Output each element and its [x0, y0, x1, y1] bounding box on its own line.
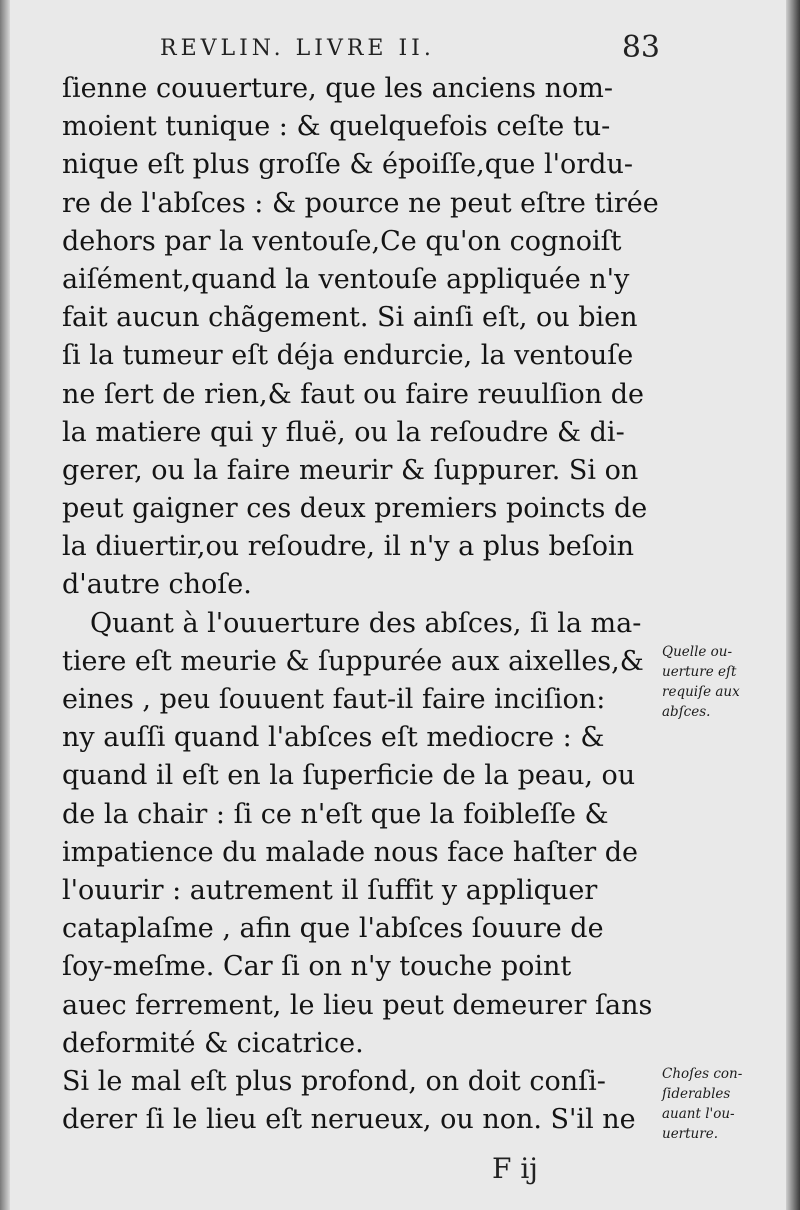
- margin-note-opening: [662, 642, 740, 722]
- margin-note-line: uerture eſt: [662, 664, 737, 680]
- text-line: tiere eſt meurie & ſuppurée aux aixelles,&: [62, 645, 644, 677]
- text-line: auec ferrement, le lieu peut demeurer ſans: [62, 989, 653, 1021]
- text-line: derer ſi le lieu eſt nerueux, ou non. S'il ne: [62, 1104, 636, 1136]
- text-line: peut gaigner ces deux premiers poincts de: [62, 493, 648, 525]
- text-line: fait aucun chãgement. Si ainſi eſt, ou bien: [62, 302, 638, 334]
- text-line: ny auſſi quand l'abſces eſt mediocre : &: [62, 722, 605, 754]
- signature-mark: F ij: [492, 1152, 538, 1185]
- body-text: [62, 70, 658, 1139]
- text-line: ſienne couuerture, que les anciens nom-: [62, 73, 613, 104]
- margin-note-line: auant l'ou-: [662, 1106, 735, 1122]
- text-line: Si le mal eſt plus profond, on doit conſi-: [62, 1065, 606, 1097]
- margin-note-line: ſiderables: [662, 1086, 731, 1102]
- text-line: ſi la tumeur eſt déja endurcie, la ventouſe: [62, 340, 634, 372]
- page-number: 83: [621, 30, 660, 65]
- text-line: la matiere qui y fluë, ou la reſoudre & di-: [62, 416, 625, 448]
- text-line: la diuertir,ou reſoudre, il n'y a plus beſoin: [62, 531, 635, 563]
- text-line: dehors par la ventouſe,Ce qu'on cognoiſt: [62, 225, 622, 257]
- margin-note-line: requiſe aux: [662, 684, 740, 700]
- margin-note-line: uerture.: [662, 1126, 718, 1142]
- text-line: re de l'abſces : & pource ne peut eſtre tirée: [62, 187, 659, 219]
- margin-note-line: Quelle ou-: [662, 644, 733, 660]
- text-line: ne ſert de rien,& faut ou faire reuulſion de: [62, 378, 644, 410]
- margin-note-considerations: [662, 1064, 742, 1144]
- running-head: REVLIN. LIVRE II.: [160, 36, 435, 61]
- text-line: cataplaſme , afin que l'abſces ſouure de: [62, 913, 604, 945]
- text-line: ſoy-meſme. Car ſi on n'y touche point: [62, 951, 572, 983]
- page-header: [160, 30, 660, 66]
- margin-note-line: abſces.: [662, 704, 711, 720]
- text-line: de la chair : ſi ce n'eſt que la foibleſſe &: [62, 798, 609, 830]
- text-line: impatience du malade nous face haſter de: [62, 836, 638, 868]
- text-line: d'autre choſe.: [62, 569, 252, 601]
- margin-note-line: Choſes con-: [662, 1066, 743, 1082]
- text-line: l'ouurir : autrement il ſuffit y appliquer: [62, 874, 598, 906]
- text-line: moient tunique : & quelquefois ceſte tu-: [62, 111, 611, 143]
- text-line: aiſément,quand la ventouſe appliquée n'y: [62, 263, 630, 295]
- text-line: Quant à l'ouuerture des abſces, ſi la ma-: [90, 607, 642, 639]
- page-gutter-left: [0, 0, 10, 1210]
- text-line: deformité & cicatrice.: [62, 1027, 364, 1059]
- text-line: gerer, ou la faire meurir & ſuppurer. Si on: [62, 454, 639, 486]
- page-edge-right: [786, 0, 800, 1210]
- text-line: eines , peu ſouuent faut-il faire inciſion:: [62, 684, 606, 715]
- text-line: quand il eſt en la ſuperficie de la peau, ou: [62, 760, 636, 792]
- text-line: nique eſt plus groſſe & époiſſe,que l'ordu-: [62, 149, 633, 181]
